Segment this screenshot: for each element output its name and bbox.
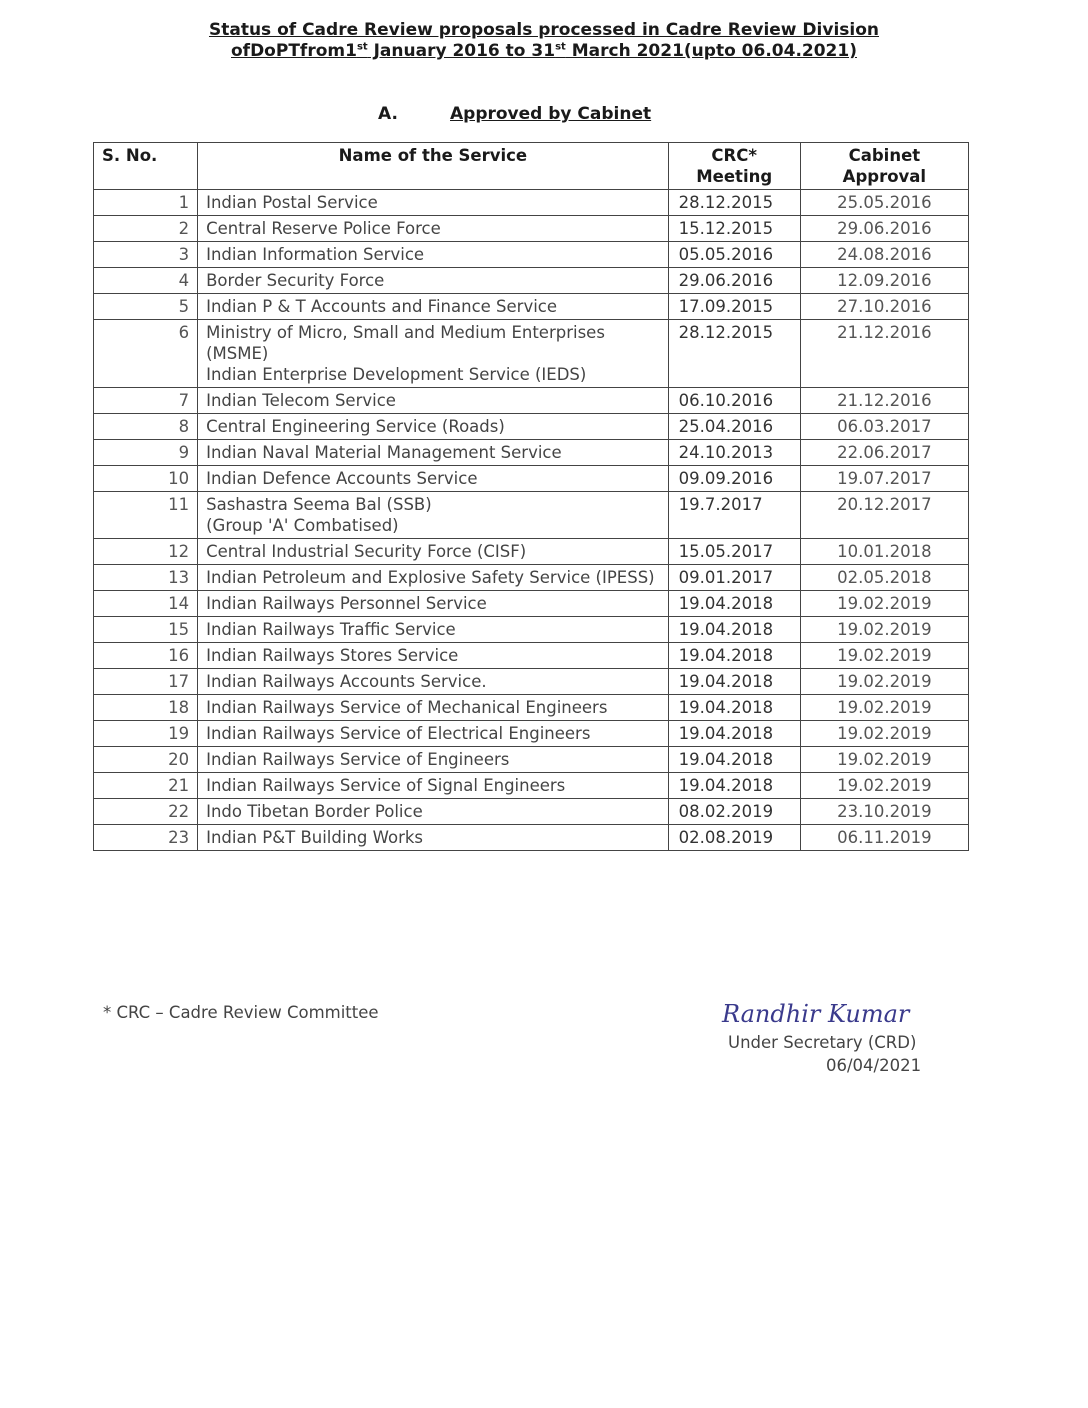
cell-service-name [198, 216, 669, 242]
cell-service-name [198, 721, 669, 747]
approvals-table [93, 142, 969, 851]
cell-cabinet-date: 02.05.2018 [800, 565, 968, 591]
cell-crc-date: 19.04.2018 [668, 617, 800, 643]
table-row [94, 773, 969, 799]
cell-cabinet-date: 19.02.2019 [800, 747, 968, 773]
cell-cabinet-date: 19.02.2019 [800, 643, 968, 669]
cell-service-name [198, 773, 669, 799]
cell-cabinet-date: 19.02.2019 [800, 773, 968, 799]
cell-crc-date: 19.04.2018 [668, 721, 800, 747]
header-sno: S. No. [94, 143, 198, 190]
table-row [94, 388, 969, 414]
table-row [94, 320, 969, 388]
service-name-line: Indian Information Service [206, 245, 425, 264]
cell-service-name [198, 747, 669, 773]
cell-service-name [198, 669, 669, 695]
table-header-row [94, 143, 969, 190]
cell-crc-date: 19.04.2018 [668, 695, 800, 721]
cell-sno: 1 [94, 190, 198, 216]
cell-crc-date: 08.02.2019 [668, 799, 800, 825]
cell-cabinet-date: 22.06.2017 [800, 440, 968, 466]
cell-crc-date: 19.04.2018 [668, 669, 800, 695]
cell-crc-date: 19.04.2018 [668, 643, 800, 669]
cell-crc-date: 29.06.2016 [668, 268, 800, 294]
table-row [94, 216, 969, 242]
signatory-designation: Under Secretary (CRD) [728, 1033, 917, 1052]
service-name-line: Indian Postal Service [206, 193, 378, 212]
title-line-1: Status of Cadre Review proposals processed in Cadre Review Division [208, 20, 879, 40]
table-row [94, 268, 969, 294]
cell-sno: 12 [94, 539, 198, 565]
cell-cabinet-date: 21.12.2016 [800, 320, 968, 388]
cell-crc-date: 15.12.2015 [668, 216, 800, 242]
service-name-line-2: (Group 'A' Combatised) [206, 516, 399, 535]
cell-sno: 20 [94, 747, 198, 773]
section-heading [378, 104, 651, 124]
cell-sno: 16 [94, 643, 198, 669]
table-row [94, 492, 969, 539]
cell-cabinet-date: 19.07.2017 [800, 466, 968, 492]
header-name: Name of the Service [198, 143, 669, 190]
cell-crc-date: 05.05.2016 [668, 242, 800, 268]
cell-crc-date: 24.10.2013 [668, 440, 800, 466]
service-name-line: Indian Railways Service of Mechanical Engineers [206, 698, 608, 717]
cell-service-name [198, 591, 669, 617]
cell-cabinet-date: 24.08.2016 [800, 242, 968, 268]
service-name-line: Indo Tibetan Border Police [206, 802, 423, 821]
cell-sno: 4 [94, 268, 198, 294]
cell-cabinet-date: 19.02.2019 [800, 617, 968, 643]
table-row [94, 695, 969, 721]
service-name-line: Ministry of Micro, Small and Medium Enterprises (MSME) [206, 323, 605, 363]
title-line-2: ofDoPTfrom1st January 2016 to 31st March 2021(upto 06.04.2021) [231, 41, 857, 61]
cell-service-name [198, 190, 669, 216]
cell-crc-date: 02.08.2019 [668, 825, 800, 851]
section-letter: A. [378, 104, 398, 124]
table-row [94, 669, 969, 695]
cell-service-name [198, 617, 669, 643]
cell-service-name [198, 492, 669, 539]
cell-crc-date: 06.10.2016 [668, 388, 800, 414]
cell-crc-date: 09.01.2017 [668, 565, 800, 591]
service-name-line: Indian Railways Traffic Service [206, 620, 456, 639]
cell-crc-date: 25.04.2016 [668, 414, 800, 440]
cell-sno: 14 [94, 591, 198, 617]
table-row [94, 721, 969, 747]
service-name-line: Indian Railways Accounts Service. [206, 672, 487, 691]
table-row [94, 591, 969, 617]
cell-crc-date: 28.12.2015 [668, 320, 800, 388]
cell-cabinet-date: 19.02.2019 [800, 669, 968, 695]
cell-sno: 3 [94, 242, 198, 268]
cell-sno: 18 [94, 695, 198, 721]
cell-crc-date: 15.05.2017 [668, 539, 800, 565]
table-row [94, 747, 969, 773]
cell-sno: 2 [94, 216, 198, 242]
cell-cabinet-date: 12.09.2016 [800, 268, 968, 294]
service-name-line-2: Indian Enterprise Development Service (IEDS) [206, 365, 587, 384]
cell-sno: 22 [94, 799, 198, 825]
cell-cabinet-date: 27.10.2016 [800, 294, 968, 320]
service-name-line: Indian P&T Building Works [206, 828, 424, 847]
cell-sno: 13 [94, 565, 198, 591]
cell-sno: 17 [94, 669, 198, 695]
cell-service-name [198, 825, 669, 851]
cell-sno: 5 [94, 294, 198, 320]
cell-service-name [198, 294, 669, 320]
cell-service-name [198, 466, 669, 492]
cell-service-name [198, 539, 669, 565]
service-name-line: Central Reserve Police Force [206, 219, 441, 238]
cell-cabinet-date: 29.06.2016 [800, 216, 968, 242]
table-row [94, 565, 969, 591]
cell-cabinet-date: 25.05.2016 [800, 190, 968, 216]
cell-crc-date: 19.7.2017 [668, 492, 800, 539]
cell-crc-date: 19.04.2018 [668, 747, 800, 773]
section-title: Approved by Cabinet [450, 104, 652, 124]
table-row [94, 242, 969, 268]
cell-sno: 11 [94, 492, 198, 539]
footnote: * CRC – Cadre Review Committee [103, 1003, 379, 1022]
cell-service-name [198, 440, 669, 466]
service-name-line: Central Industrial Security Force (CISF) [206, 542, 527, 561]
cell-service-name [198, 388, 669, 414]
cell-crc-date: 09.09.2016 [668, 466, 800, 492]
signature-date: 06/04/2021 [826, 1056, 922, 1075]
table-row [94, 414, 969, 440]
table-row [94, 190, 969, 216]
cell-crc-date: 19.04.2018 [668, 773, 800, 799]
cell-crc-date: 19.04.2018 [668, 591, 800, 617]
service-name-line: Indian Naval Material Management Service [206, 443, 562, 462]
service-name-line: Central Engineering Service (Roads) [206, 417, 505, 436]
service-name-line: Indian Telecom Service [206, 391, 396, 410]
header-cabinet: Cabinet Approval [800, 143, 968, 190]
cell-cabinet-date: 20.12.2017 [800, 492, 968, 539]
cell-cabinet-date: 19.02.2019 [800, 591, 968, 617]
cell-service-name [198, 320, 669, 388]
cell-service-name [198, 268, 669, 294]
service-name-line: Indian Petroleum and Explosive Safety Service (IPESS) [206, 568, 655, 587]
service-name-line: Border Security Force [206, 271, 385, 290]
cell-sno: 8 [94, 414, 198, 440]
cell-sno: 21 [94, 773, 198, 799]
cell-cabinet-date: 19.02.2019 [800, 721, 968, 747]
table-row [94, 294, 969, 320]
table-row [94, 799, 969, 825]
document-title [0, 20, 1088, 62]
service-name-line: Indian Railways Service of Engineers [206, 750, 510, 769]
cell-cabinet-date: 23.10.2019 [800, 799, 968, 825]
cell-sno: 10 [94, 466, 198, 492]
cell-cabinet-date: 06.03.2017 [800, 414, 968, 440]
signature: Randhir Kumar [722, 1000, 910, 1028]
cell-sno: 23 [94, 825, 198, 851]
cell-cabinet-date: 21.12.2016 [800, 388, 968, 414]
service-name-line: Sashastra Seema Bal (SSB) [206, 495, 432, 514]
cell-sno: 19 [94, 721, 198, 747]
table-row [94, 539, 969, 565]
service-name-line: Indian Railways Stores Service [206, 646, 459, 665]
cell-service-name [198, 414, 669, 440]
cell-sno: 15 [94, 617, 198, 643]
cell-sno: 7 [94, 388, 198, 414]
table-row [94, 466, 969, 492]
cell-service-name [198, 799, 669, 825]
cell-sno: 9 [94, 440, 198, 466]
service-name-line: Indian Railways Service of Signal Engineers [206, 776, 566, 795]
cell-service-name [198, 565, 669, 591]
table-row [94, 440, 969, 466]
service-name-line: Indian Railways Personnel Service [206, 594, 487, 613]
table-row [94, 825, 969, 851]
cell-cabinet-date: 10.01.2018 [800, 539, 968, 565]
service-name-line: Indian P & T Accounts and Finance Service [206, 297, 558, 316]
service-name-line: Indian Railways Service of Electrical Engineers [206, 724, 591, 743]
cell-crc-date: 28.12.2015 [668, 190, 800, 216]
cell-service-name [198, 695, 669, 721]
table-row [94, 617, 969, 643]
cell-sno: 6 [94, 320, 198, 388]
service-name-line: Indian Defence Accounts Service [206, 469, 478, 488]
header-crc: CRC* Meeting [668, 143, 800, 190]
cell-cabinet-date: 19.02.2019 [800, 695, 968, 721]
cell-service-name [198, 643, 669, 669]
table-row [94, 643, 969, 669]
cell-service-name [198, 242, 669, 268]
cell-cabinet-date: 06.11.2019 [800, 825, 968, 851]
cell-crc-date: 17.09.2015 [668, 294, 800, 320]
